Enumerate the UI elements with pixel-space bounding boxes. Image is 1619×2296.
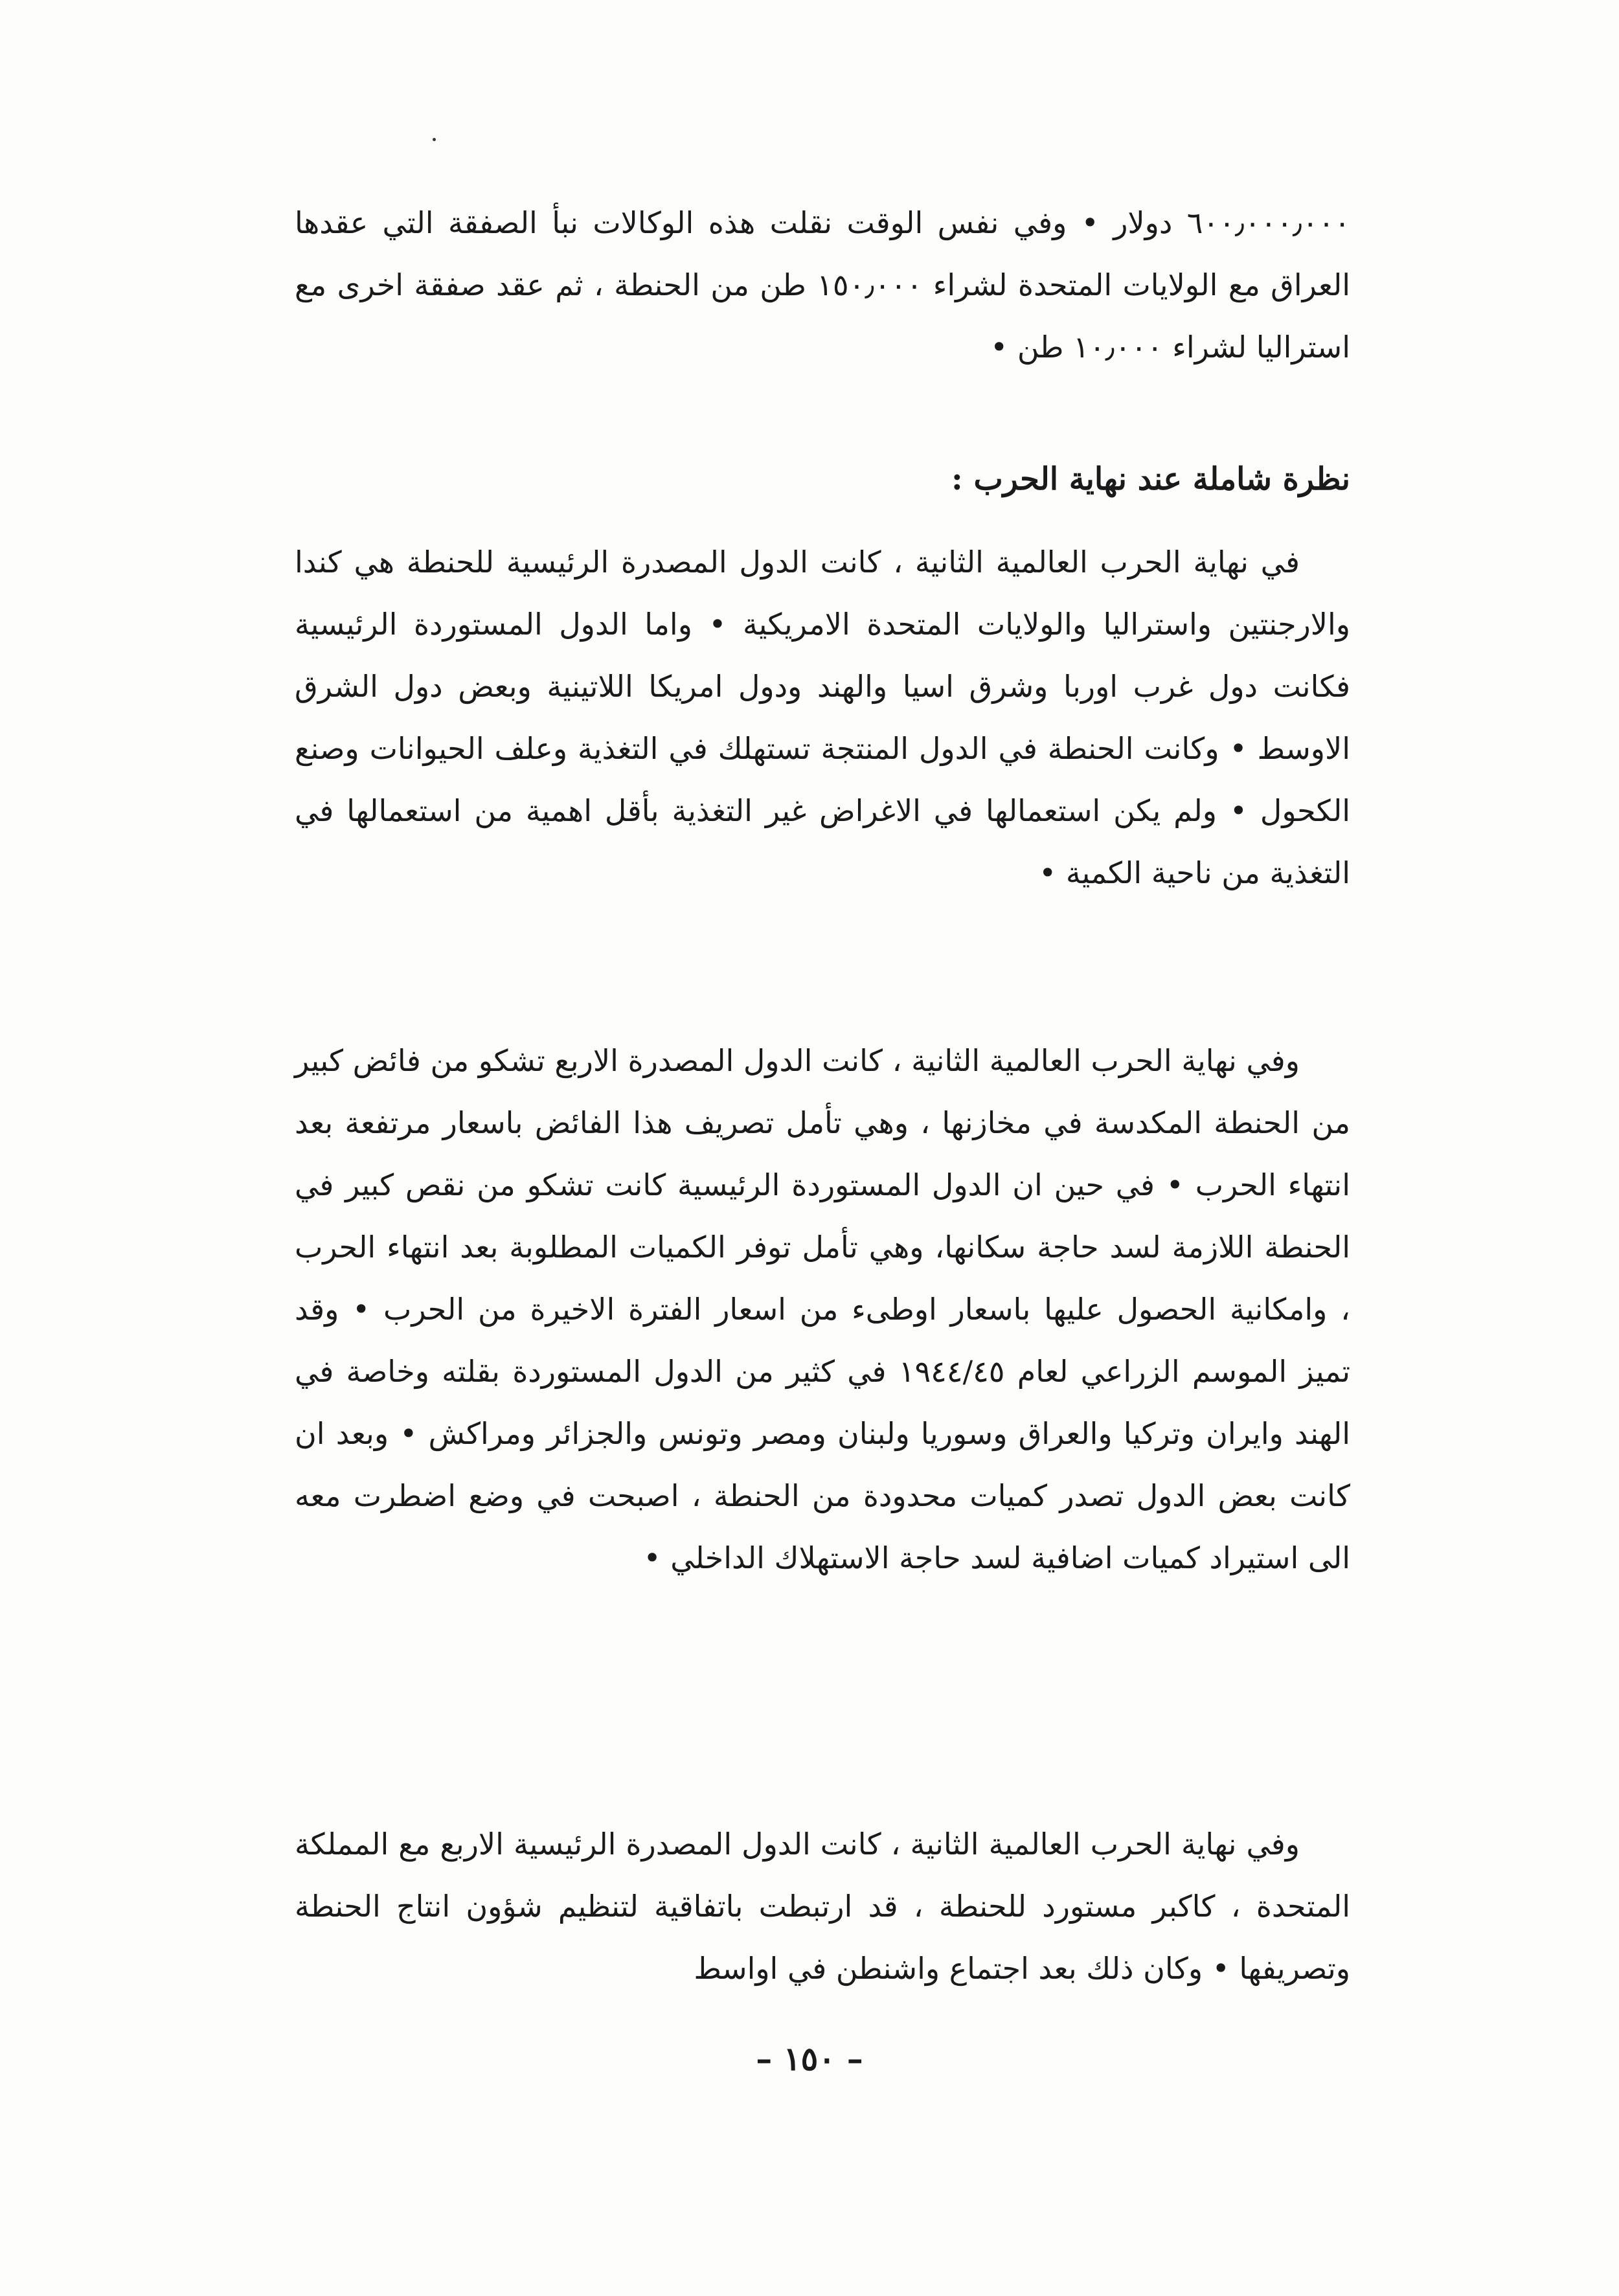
heading-block (295, 448, 1350, 510)
paragraph-block-3 (295, 1813, 1350, 1999)
intro-paragraph: ٦٠٠٫٠٠٠٫٠٠٠ دولار • وفي نفس الوقت نقلت هذه الوكالات نبأ الصفقة التي عقدها العراق مع الولايات المتحدة لشراء ١٥٠٫٠٠٠ طن من الحنطة ، ثم عقد صفقة اخرى مع استراليا لشراء ١٠٫٠٠٠ طن • (295, 205, 1351, 365)
body-paragraph-1: في نهاية الحرب العالمية الثانية ، كانت الدول المصدرة الرئيسية للحنطة هي كندا والارجنتين واستراليا والولايات المتحدة الامريكية • واما الدول المستوردة الرئيسية فكانت دول غرب اوربا وشرق اسيا والهند ودول امريكا اللاتينية وبعض دول الشرق الاوسط • وكانت الحنطة في الدول المنتجة تستهلك في التغذية وعلف الحيوانات وصنع الكحول • ولم يكن استعمالها في الاغراض غير التغذية بأقل اهمية من استعمالها في التغذية من ناحية الكمية • (295, 545, 1351, 890)
text-column (295, 192, 1350, 378)
section-heading: نظرة شاملة عند نهاية الحرب : (951, 461, 1350, 497)
paragraph-block-1 (295, 531, 1350, 904)
page-number: – ١٥٠ – (756, 2040, 863, 2078)
paragraph-block-2 (295, 1030, 1350, 1589)
body-paragraph-3: وفي نهاية الحرب العالمية الثانية ، كانت الدول المصدرة الرئيسية الاربع مع المملكة المتحدة ، كاكبر مستورد للحنطة ، قد ارتبطت باتفاقية لتنظيم شؤون انتاج الحنطة وتصريفها • وكان ذلك بعد اجتماع واشنطن في اواسط (295, 1827, 1350, 1986)
body-paragraph-2: وفي نهاية الحرب العالمية الثانية ، كانت الدول المصدرة الاربع تشكو من فائض كبير من الحنطة المكدسة في مخازنها ، وهي تأمل تصريف هذا الفائض باسعار مرتفعة بعد انتهاء الحرب • في حين ان الدول المستوردة الرئيسية كانت تشكو من نقص كبير في الحنطة اللازمة لسد حاجة سكانها، وهي تأمل توفر الكميات المطلوبة بعد انتهاء الحرب ، وامكانية الحصول عليها باسعار اوطىء من اسعار الفترة الاخيرة من الحرب • وقد تميز الموسم الزراعي لعام ١٩٤٤/٤٥ في كثير من الدول المستوردة بقلته وخاصة في الهند وايران وتركيا والعراق وسوريا ولبنان ومصر وتونس والجزائر ومراكش • وبعد ان كانت بعض الدول تصدر كميات محدودة من الحنطة ، اصبحت في وضع اضطرت معه الى استيراد كميات اضافية لسد حاجة الاستهلاك الداخلي • (295, 1043, 1351, 1575)
scan-speck (433, 138, 436, 141)
